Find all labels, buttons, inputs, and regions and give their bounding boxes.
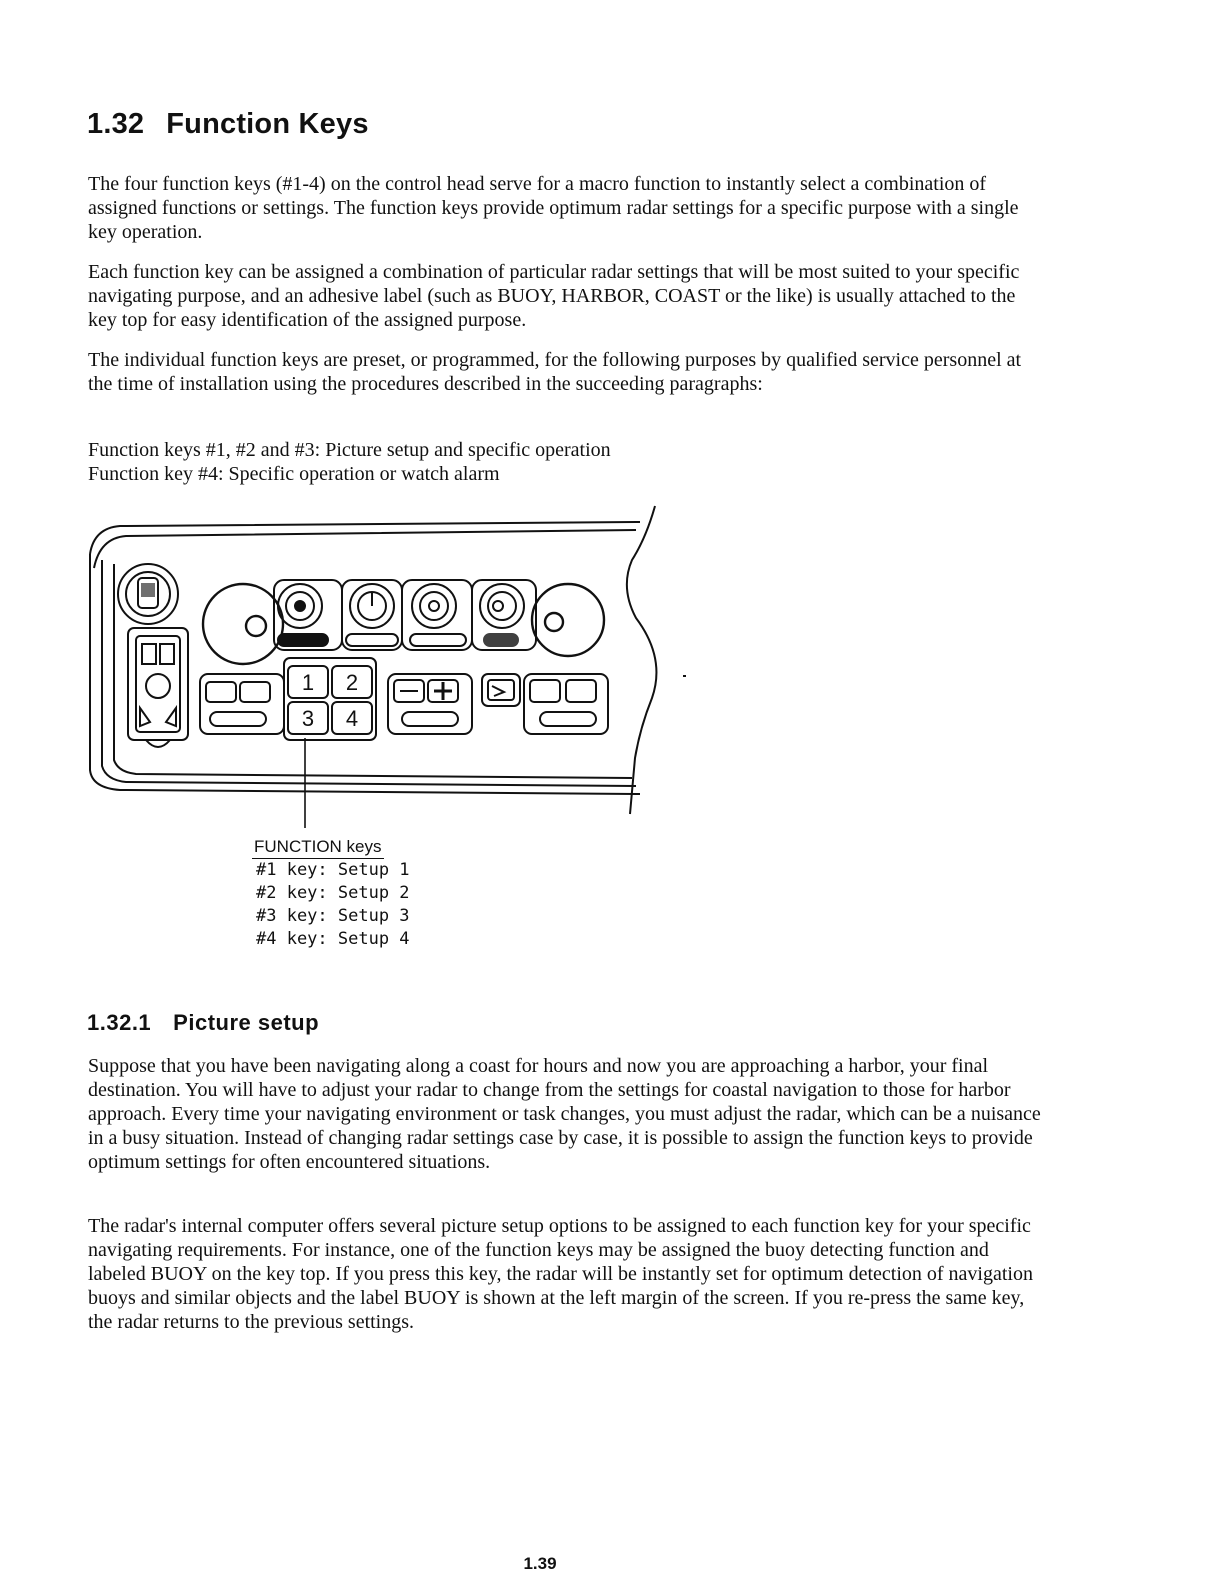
subsection-title [87, 1010, 319, 1036]
left-panel [128, 628, 188, 747]
function-keys-caption [252, 835, 422, 951]
function-key-4-label: 4 [345, 706, 359, 731]
left-large-knob [203, 584, 283, 664]
right-large-knob [532, 584, 604, 656]
function-key-block [284, 658, 376, 740]
intro-paragraph: The four function keys (#1-4) on the control head serve for a macro function to instantly select a combination of assigned functions or settings. The function keys provide optimum radar settings for a specific purpose with a single key operation. [88, 173, 1019, 243]
caption-title: FUNCTION keys [252, 835, 384, 859]
picture-setup-paragraph-1: Suppose that you have been navigating along a coast for hours and now you are approaching a harbor, your final destination. You will have to adjust your radar to change from the settings for coastal navigation to those for harbor approach. Every time your navigating environment or task changes, you must adjust the radar, which can be a nuisance in a busy situation. Instead of changing radar settings case by case, it is possible to assign the function keys to provide optimum settings for often encountered situations. [88, 1055, 1041, 1173]
left-key-cluster [200, 674, 284, 734]
caption-line-key-1: #1 key: Setup 1 [256, 860, 410, 880]
page-number: 1.39 [523, 1554, 557, 1573]
subsection-title-text: Picture setup [173, 1010, 320, 1035]
control-knobs [274, 580, 536, 650]
caption-line-key-2: #2 key: Setup 2 [256, 883, 410, 903]
caption-line-key-4: #4 key: Setup 4 [256, 929, 410, 949]
function-key-assignments [88, 438, 1048, 486]
function-key-2-label: 2 [345, 670, 359, 695]
middle-key-cluster [388, 674, 608, 734]
section-number: 1.32 [87, 108, 145, 140]
caption-line-key-3: #3 key: Setup 3 [256, 906, 410, 926]
assign-paragraph: Each function key can be assigned a combination of particular radar settings that will be most suited to your specific navigating purpose, and an adhesive label (such as BUOY, HARBOR, COAST or the like) is usually attached to the key top for easy identification of the assigned purpose. [88, 261, 1020, 331]
section-title [87, 108, 369, 141]
keys-123-line: Function keys #1, #2 and #3: Picture setup and specific operation [88, 439, 611, 461]
subsection-number: 1.32.1 [87, 1010, 152, 1035]
preset-paragraph: The individual function keys are preset, or programmed, for the following purposes by qualified service personnel at the time of installation using the procedures described in the succeeding paragraphs: [88, 349, 1022, 395]
function-key-1-label: 1 [301, 670, 315, 695]
function-key-3-label: 3 [301, 706, 315, 731]
control-head-diagram [80, 498, 700, 828]
picture-setup-paragraph-2: The radar's internal computer offers several picture setup options to be assigned to each function key for your specific navigating requirements. For instance, one of the function keys may be assigned the buoy detecting function and labeled BUOY on the key top. If you press this key, the radar will be instantly set for optimum detection of navigation buoys and similar objects and the label BUOY is shown at the left margin of the screen. If you re-press the same key, the radar returns to the previous settings. [88, 1215, 1033, 1333]
power-knob [118, 564, 178, 624]
section-title-text: Function Keys [166, 108, 369, 140]
key-4-line: Function key #4: Specific operation or watch alarm [88, 463, 500, 485]
